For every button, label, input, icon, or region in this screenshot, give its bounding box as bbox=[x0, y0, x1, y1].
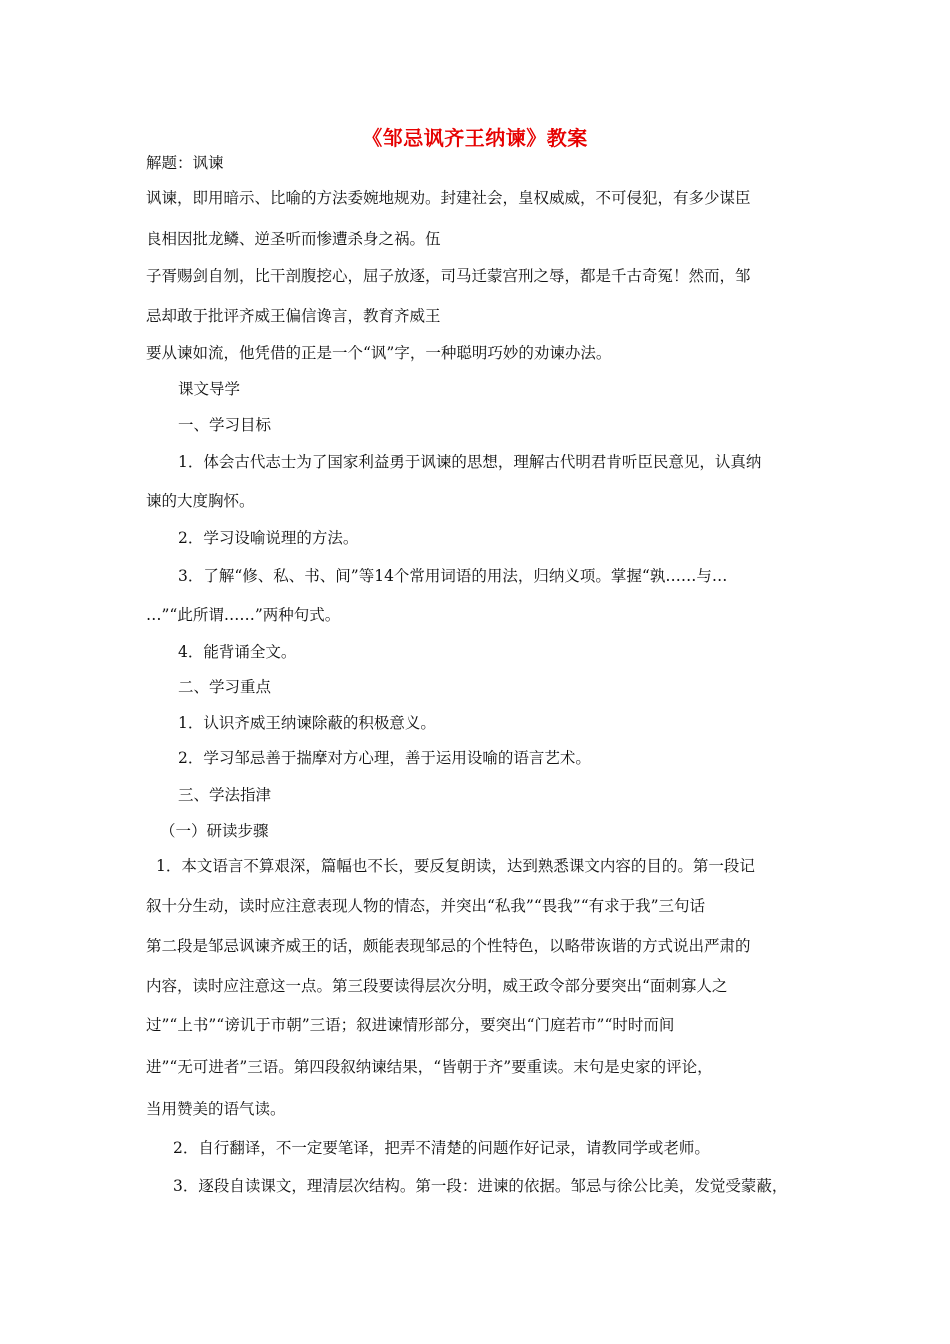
paragraph-line: 进”“无可进者”三语。第四段叙纳谏结果，“皆朝于齐”要重读。末句是史家的评论， bbox=[146, 1058, 713, 1076]
document-title: 《邹忌讽齐王纳谏》教案 bbox=[362, 126, 588, 150]
list-item: 3．了解“修、私、书、间”等14个常用词语的用法，归纳义项。掌握“孰……与… bbox=[178, 567, 728, 585]
paragraph-line: 讽谏，即用暗示、比喻的方法委婉地规劝。封建社会，皇权威威，不可侵犯，有多少谋臣 bbox=[146, 189, 751, 207]
section-heading-xuexi-mubiao: 一、学习目标 bbox=[178, 416, 272, 434]
paragraph-line: …”“此所谓……”两种句式。 bbox=[146, 606, 341, 624]
section-heading-jieti: 解题：讽谏 bbox=[146, 154, 224, 172]
list-item: 1．体会古代志士为了国家利益勇于讽谏的思想，理解古代明君肯听臣民意见，认真纳 bbox=[178, 453, 762, 471]
paragraph-line: 当用赞美的语气读。 bbox=[146, 1100, 286, 1118]
list-item: 3．逐段自读课文，理清层次结构。第一段：进谏的依据。邹忌与徐公比美，发觉受蒙蔽， bbox=[173, 1177, 788, 1195]
list-item: 2．学习邹忌善于揣摩对方心理，善于运用设喻的语言艺术。 bbox=[178, 749, 591, 767]
paragraph-line: 内容，读时应注意这一点。第三段要读得层次分明，威王政令部分要突出“面刺寡人之 bbox=[146, 977, 728, 995]
section-heading-kewen-daoxue: 课文导学 bbox=[178, 380, 241, 398]
paragraph-line: 要从谏如流，他凭借的正是一个“讽”字，一种聪明巧妙的劝谏办法。 bbox=[146, 344, 612, 362]
paragraph-line: 忌却敢于批评齐威王偏信谗言，教育齐威王 bbox=[146, 307, 441, 325]
section-heading-xuexi-zhongdian: 二、学习重点 bbox=[178, 678, 272, 696]
section-heading-xuefa-zhijin: 三、学法指津 bbox=[178, 786, 272, 804]
paragraph-line: 子胥赐剑自刎，比干剖腹挖心，屈子放逐，司马迁蒙宫刑之辱，都是千古奇冤！然而，邹 bbox=[146, 267, 751, 285]
list-item: 1．本文语言不算艰深，篇幅也不长，要反复朗读，达到熟悉课文内容的目的。第一段记 bbox=[156, 857, 755, 875]
list-item: 2．自行翻译，不一定要笔译，把弄不清楚的问题作好记录，请教同学或老师。 bbox=[173, 1139, 710, 1157]
list-item: 4．能背诵全文。 bbox=[178, 643, 297, 661]
subsection-heading-yandu-buzhou: （一）研读步骤 bbox=[160, 822, 269, 840]
list-item: 2．学习设喻说理的方法。 bbox=[178, 529, 359, 547]
list-item: 1．认识齐威王纳谏除蔽的积极意义。 bbox=[178, 714, 436, 732]
paragraph-line: 良相因批龙鳞、逆圣听而惨遭杀身之祸。伍 bbox=[146, 230, 441, 248]
paragraph-line: 叙十分生动，读时应注意表现人物的情态，并突出“私我”“畏我”“有求于我”三句话 bbox=[146, 897, 706, 915]
paragraph-line: 过”“上书”“谤讥于市朝”三语；叙进谏情形部分，要突出“门庭若市”“时时而间 bbox=[146, 1016, 675, 1034]
paragraph-line: 第二段是邹忌讽谏齐威王的话，颇能表现邹忌的个性特色，以略带诙谐的方式说出严肃的 bbox=[146, 937, 751, 955]
paragraph-line: 谏的大度胸怀。 bbox=[146, 492, 255, 510]
